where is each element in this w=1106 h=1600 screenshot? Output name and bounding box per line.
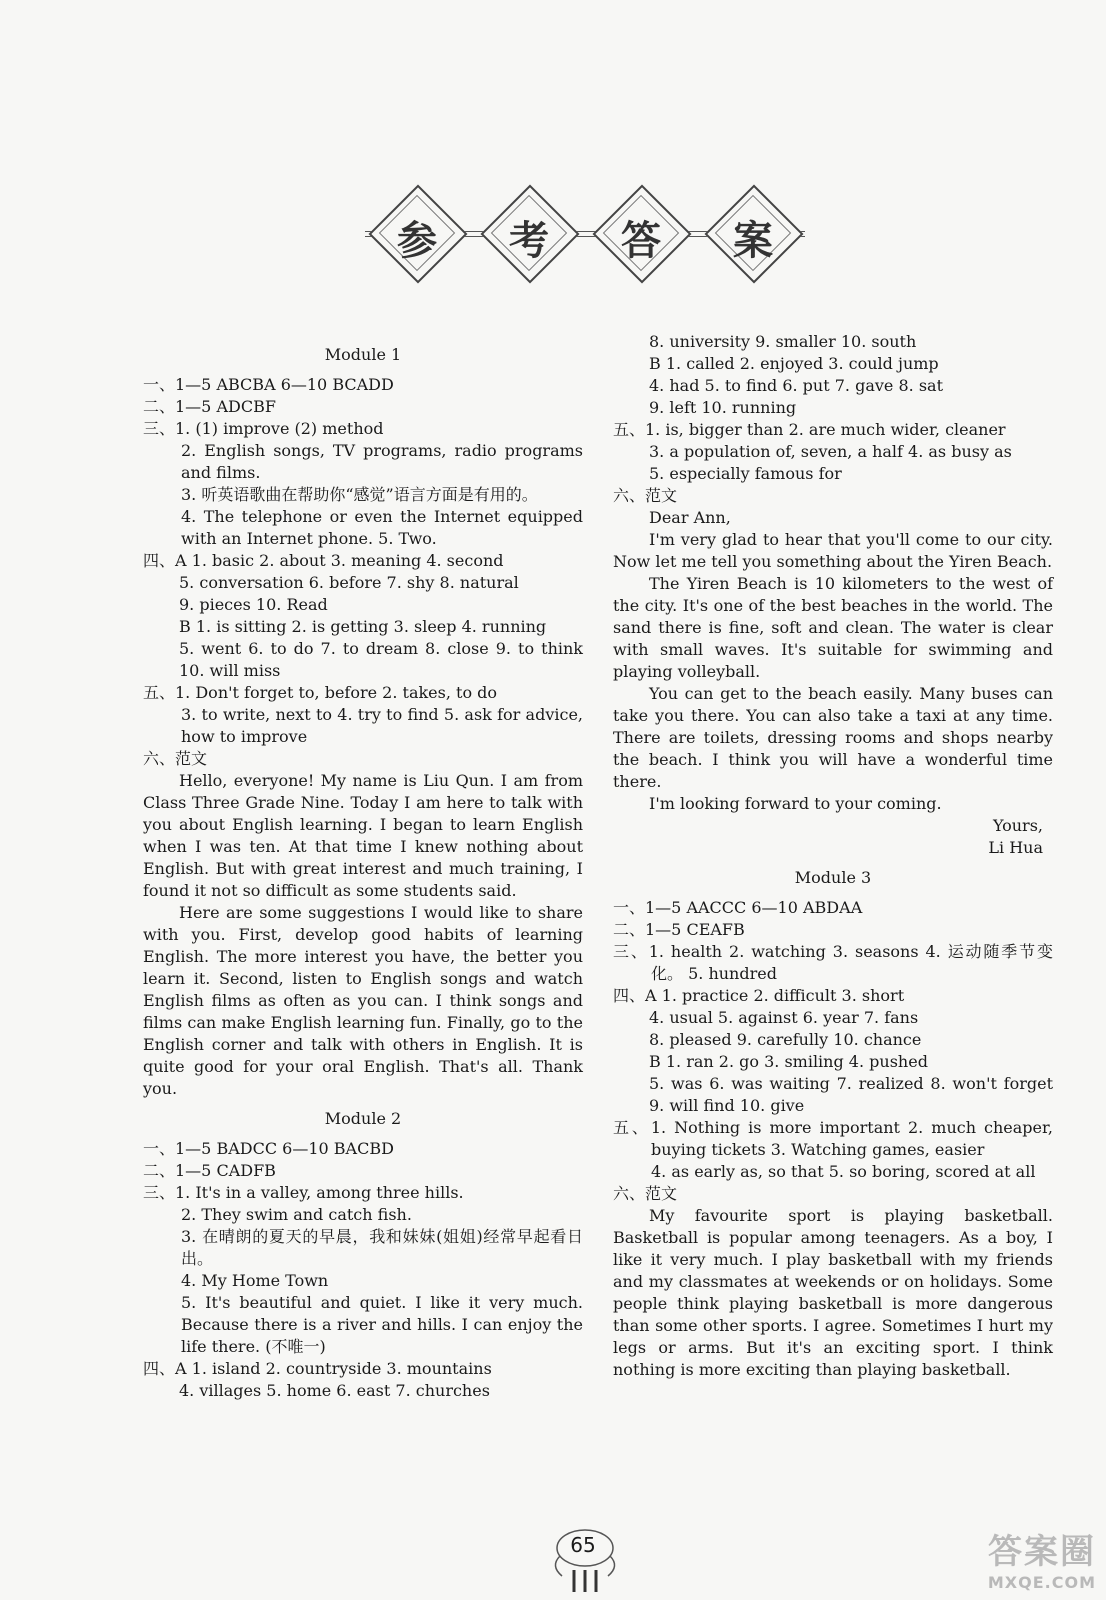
answer-line: 五、1. Don't forget to, before 2. takes, to do <box>143 683 498 702</box>
answer-line: 5. conversation 6. before 7. shy 8. natural <box>179 573 519 592</box>
module-heading: Module 1 <box>324 345 402 364</box>
answer-line: B 1. called 2. enjoyed 3. could jump <box>649 354 939 373</box>
answer-line: 4. usual 5. against 6. year 7. fans <box>649 1008 919 1027</box>
title-diamond <box>375 191 459 275</box>
module-heading: Module 2 <box>324 1109 402 1128</box>
section-label: 六、范文 <box>613 1184 678 1203</box>
essay-paragraph: My favourite sport is playing basketball. Basketball is popular among teenagers. As a boy, I like it very much. I play basketball with my friends and my classmates at weekends or on holidays. Some people think playing basketball is more dangerous than some other sports. I agree. Sometimes I hurt my legs or arms. But it's an exciting sport. I think nothing is more exciting than playing basketball. <box>613 1206 1053 1379</box>
watermark-url: MXQE.COM <box>987 1573 1096 1592</box>
answer-line: 3. 听英语歌曲在帮助你“感觉”语言方面是有用的。 <box>181 485 538 504</box>
letter-paragraph: I'm looking forward to your coming. <box>649 794 942 813</box>
title-diamond <box>599 191 683 275</box>
module-heading: Module 3 <box>794 868 872 887</box>
right-column <box>613 331 1053 1381</box>
title-char: 参 <box>397 218 437 264</box>
answer-line: 5. especially famous for <box>649 464 842 483</box>
title-char: 案 <box>733 218 773 264</box>
title-char: 答 <box>621 218 661 264</box>
answer-line: 五、1. is, bigger than 2. are much wider, cleaner <box>613 420 1006 439</box>
answer-line: 9. left 10. running <box>649 398 797 417</box>
answer-line: 4. had 5. to find 6. put 7. gave 8. sat <box>649 376 943 395</box>
answer-line: 二、1—5 CADFB <box>143 1161 276 1180</box>
section-label: 六、范文 <box>143 749 208 768</box>
answer-line: 2. They swim and catch fish. <box>181 1205 412 1224</box>
answer-line: 五、1. Nothing is more important 2. much cheaper, buying tickets 3. Watching games, easier <box>613 1118 1053 1159</box>
answer-line: 三、1. health 2. watching 3. seasons 4. 运动随季节变化。 5. hundred <box>613 942 1053 983</box>
essay-paragraph: Hello, everyone! My name is Liu Qun. I am from Class Three Grade Nine. Today I am here to talk with you about English learning. I began to learn English when I was ten. At that time I knew nothing about English. But with great interest and much training, I found it not so difficult as some students said. <box>143 771 583 900</box>
answer-line: 4. as early as, so that 5. so boring, scored at all <box>651 1162 1036 1181</box>
watermark-logo-text: 答案圈 <box>988 1532 1096 1572</box>
answer-line: 4. villages 5. home 6. east 7. churches <box>179 1381 490 1400</box>
answer-line: B 1. ran 2. go 3. smiling 4. pushed <box>649 1052 928 1071</box>
left-column <box>143 344 583 1402</box>
title-diamond <box>487 191 571 275</box>
answer-line: 3. to write, next to 4. try to find 5. ask for advice, how to improve <box>181 705 583 746</box>
answer-line: 一、1—5 BADCC 6—10 BACBD <box>143 1139 394 1158</box>
answer-line: 二、1—5 ADCBF <box>143 397 276 416</box>
watermark <box>988 1524 1096 1592</box>
page-number: 65 <box>570 1533 596 1557</box>
answer-line: 四、A 1. basic 2. about 3. meaning 4. second <box>143 551 504 570</box>
answer-line: 5. went 6. to do 7. to dream 8. close 9. to think 10. will miss <box>179 639 583 680</box>
answer-line: 9. pieces 10. Read <box>179 595 328 614</box>
answer-line: 四、A 1. practice 2. difficult 3. short <box>613 986 905 1005</box>
answer-line: 三、1. (1) improve (2) method <box>143 419 384 438</box>
letter-closing: Yours, <box>992 816 1043 835</box>
letter-greeting: Dear Ann, <box>649 508 731 527</box>
answer-line: 二、1—5 CEAFB <box>613 920 745 939</box>
answer-line: 一、1—5 AACCC 6—10 ABDAA <box>613 898 863 917</box>
answer-line: B 1. is sitting 2. is getting 3. sleep 4. running <box>179 617 547 636</box>
answer-line: 5. was 6. was waiting 7. realized 8. won't forget 9. will find 10. give <box>649 1074 1053 1115</box>
letter-paragraph: I'm very glad to hear that you'll come to our city. Now let me tell you something about the Yiren Beach. <box>613 530 1053 571</box>
answer-line: 3. 在晴朗的夏天的早晨，我和妹妹(姐姐)经常早起看日出。 <box>181 1227 583 1268</box>
essay-paragraph: Here are some suggestions I would like to share with you. First, develop good habits of learning English. The more interest you have, the better you learn it. Second, listen to English songs and watch English films as often as you can. I think songs and films can make English learning fun. Finally, go to the English corner and talk with others in English. It is quite good for your oral English. That's all. Thank you. <box>143 903 583 1098</box>
answer-line: 3. a population of, seven, a half 4. as busy as <box>649 442 1012 461</box>
section-label: 六、范文 <box>613 486 678 505</box>
letter-paragraph: You can get to the beach easily. Many buses can take you there. You can also take a taxi at any time. There are toilets, dressing rooms and shops nearby the beach. I think you will have a wonderful time there. <box>613 684 1053 791</box>
answer-line: 4. My Home Town <box>181 1271 329 1290</box>
answer-line: 8. pleased 9. carefully 10. chance <box>649 1030 922 1049</box>
answer-line: 8. university 9. smaller 10. south <box>649 332 917 351</box>
answer-line: 5. It's beautiful and quiet. I like it very much. Because there is a river and hills. I can enjoy the life there. (不唯一) <box>181 1293 583 1356</box>
title-banner <box>365 178 805 288</box>
answer-line: 一、1—5 ABCBA 6—10 BCADD <box>143 375 394 394</box>
answer-line: 三、1. It's in a valley, among three hills. <box>143 1183 464 1202</box>
title-char: 考 <box>509 218 549 264</box>
letter-paragraph: The Yiren Beach is 10 kilometers to the west of the city. It's one of the best beaches in the world. The sand there is fine, soft and clean. The water is clear with small waves. It's suitable for swimming and playing volleyball. <box>613 574 1053 681</box>
letter-signature: Li Hua <box>988 838 1043 857</box>
answer-line: 4. The telephone or even the Internet equipped with an Internet phone. 5. Two. <box>181 507 583 548</box>
answer-line: 2. English songs, TV programs, radio programs and films. <box>181 441 583 482</box>
answer-line: 四、A 1. island 2. countryside 3. mountains <box>143 1359 492 1378</box>
title-diamond <box>711 191 795 275</box>
